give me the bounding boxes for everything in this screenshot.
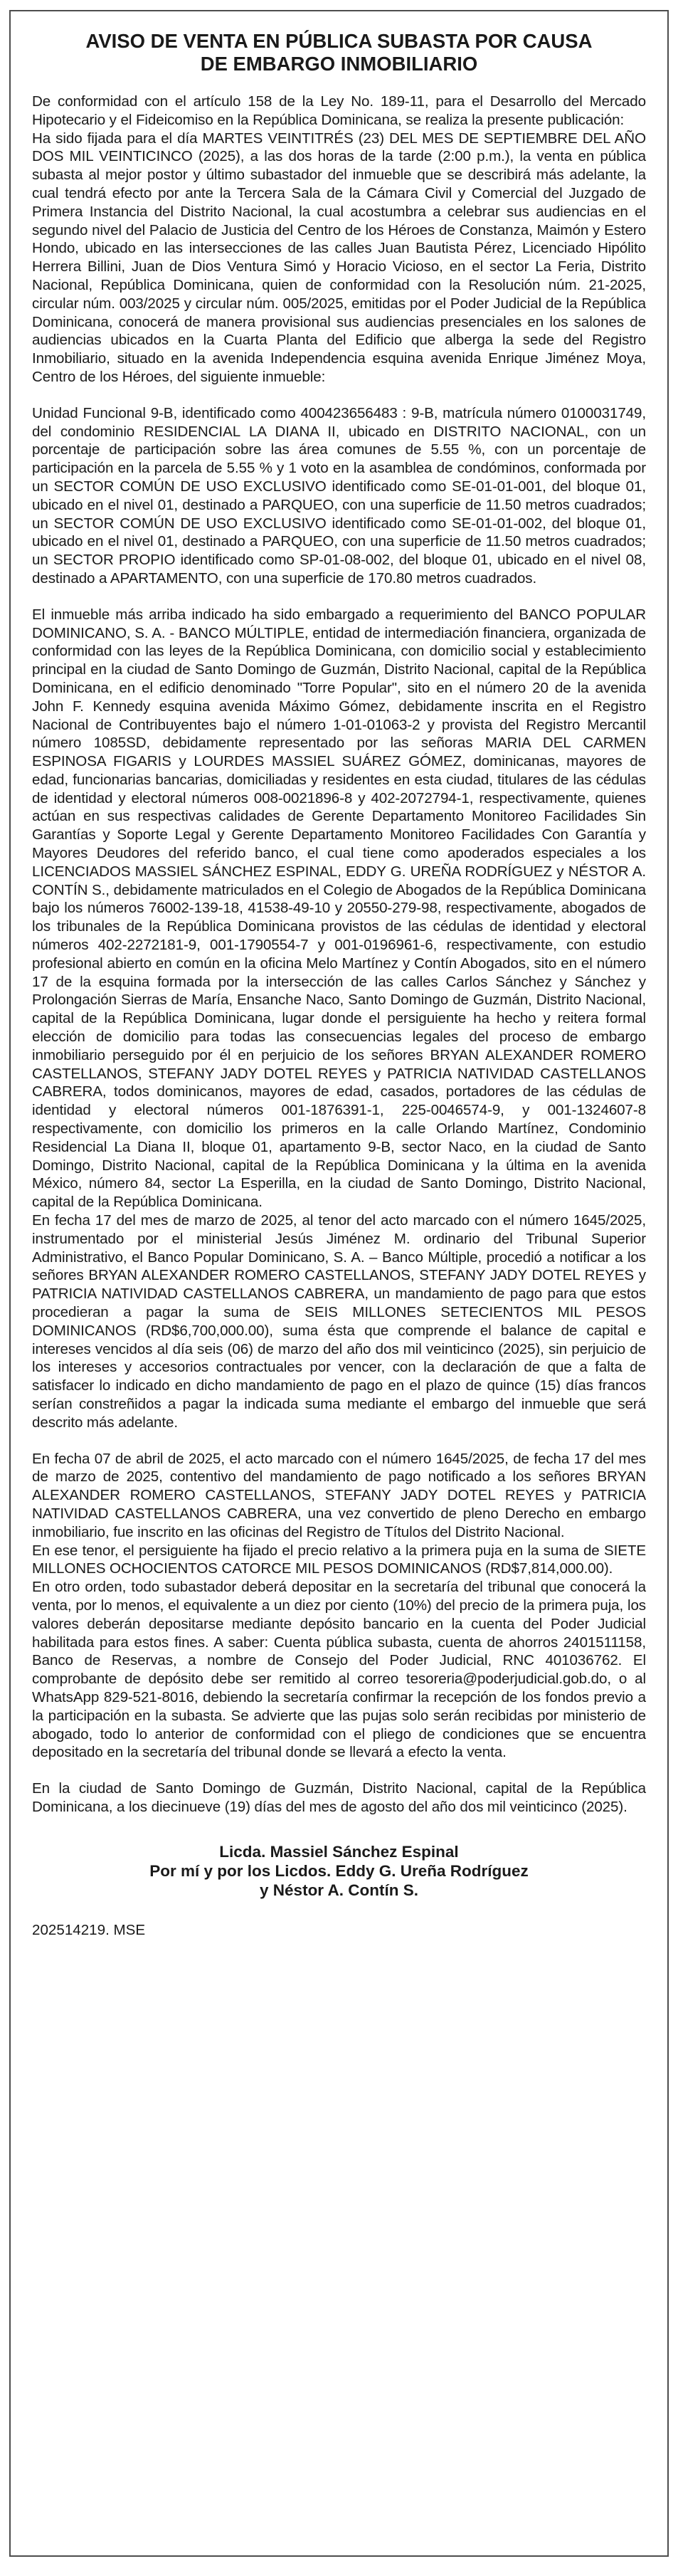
place-date-paragraph: En la ciudad de Santo Domingo de Guzmán, Distrito Nacional, capital de la República Dominicana, a los diecinueve (19) días del mes de agosto del año dos mil veinticinco (2025). <box>32 1780 646 1815</box>
first-bid-price-paragraph: En ese tenor, el persiguiente ha fijado el precio relativo a la primera puja en la suma de SIETE MILLONES OCHOCIENTOS CATORCE MIL PESOS DOMINICANOS (RD$7,814,000.00). <box>32 1542 646 1577</box>
seizing-party-paragraph: El inmueble más arriba indicado ha sido embargado a requerimiento del BANCO POPULAR DOMINICANO, S. A. - BANCO MÚLTIPLE, entidad de intermediación financiera, organizada de conformidad con las leyes de la República Dominicana, con domicilio social y establecimiento principal en la ciudad de Santo Domingo de Guzmán, Distrito Nacional, capital de la República Dominicana, en el edificio denominado "Torre Popular", sito en el número 20 de la avenida John F. Kennedy esquina avenida Máximo Gómez, debidamente inscrita en el Registro Nacional de Contribuyentes bajo el número 1-01-01063-2 y provista del Registro Mercantil número 1085SD, debidamente representado por las señoras MARIA DEL CARMEN ESPINOSA FIGARIS y LOURDES MASSIEL SUÁREZ GÓMEZ, dominicanas, mayores de edad, funcionarias bancarias, domiciliadas y residentes en esta ciudad, titulares de las cédulas de identidad y electoral números 008-0021896-8 y 402-2072794-1, respectivamente, quienes actúan en sus respectivas calidades de Gerente Departamento Monitoreo Facilidades Sin Garantías y Soporte Legal y Gerente Departamento Monitoreo Facilidades Con Garantía y Mayores Deudores del referido banco, el cual tiene como apoderados especiales a los LICENCIADOS MASSIEL SÁNCHEZ ESPINAL, EDDY G. UREÑA RODRÍGUEZ y NÉSTOR A. CONTÍN S., debidamente matriculados en el Colegio de Abogados de la República Dominicana bajo los números 76002-139-18, 41538-49-10 y 20550-279-98, respectivamente, abogados de los tribunales de la República Dominicana provistos de las cédulas de identidad y electoral números 402-2272181-9, 001-1790554-7 y 001-0196961-6, respectivamente, con estudio profesional abierto en común en la oficina Melo Martínez y Contín Abogados, sito en el número 17 de la esquina formada por la intersección de las calles Carlos Sánchez y Sánchez y Prolongación Sierras de María, Ensanche Naco, Santo Domingo de Guzmán, Distrito Nacional, capital de la República Dominicana, lugar donde el persiguiente ha hecho y reitera formal elección de domicilio para todas las consecuencias legales del proceso de embargo inmobiliario perseguido por él en perjuicio de los señores BRYAN ALEXANDER ROMERO CASTELLANOS, STEFANY JADY DOTEL REYES y PATRICIA NATIVIDAD CASTELLANOS CABRERA, todos dominicanos, mayores de edad, casados, portadores de las cédulas de identidad y electoral números 001-1876391-1, 225-0046574-9, y 001-1324607-8 respectivamente, con domicilio los primeros en la calle Orlando Martínez, Condominio Residencial La Diana II, bloque 01, apartamento 9-B, sector Naco, en la ciudad de Santo Domingo, Distrito Nacional, capital de la República Dominicana y la última en la avenida México, número 84, sector La Esperilla, en la ciudad de Santo Domingo, Distrito Nacional, capital de la República Dominicana. <box>32 606 646 1211</box>
intro-paragraph: De conformidad con el artículo 158 de la Ley No. 189-11, para el Desarrollo del Mercado Hipotecario y el Fideicomiso en la República Dominicana, se realiza la presente publicación: <box>32 93 646 128</box>
payment-order-paragraph: En fecha 17 del mes de marzo de 2025, al tenor del acto marcado con el número 1645/2025, instrumentado por el ministerial Jesús Jiménez M. ordinario del Tribunal Superior Administrativo, el Banco Popular Dominicano, S. A. – Banco Múltiple, procedió a notificar a los señores BRYAN ALEXANDER ROMERO CASTELLANOS, STEFANY JADY DOTEL REYES y PATRICIA NATIVIDAD CASTELLANOS CABRERA, un mandamiento de pago para que estos procedieran a pagar la suma de SEIS MILLONES SETECIENTOS MIL PESOS DOMINICANOS (RD$6,700,000.00), suma ésta que comprende el balance de capital e intereses vencidos al día seis (06) de marzo del año dos mil veinticinco (2025), sin perjuicio de los intereses y accesorios contractuales por vencer, con la declaración de que a falta de satisfacer lo indicado en dicho mandamiento de pago en el plazo de quince (15) días francos serían constreñidos a pagar la indicada suma mediante el embargo del inmueble que será descrito más adelante. <box>32 1212 646 1431</box>
notice-title: AVISO DE VENTA EN PÚBLICA SUBASTA POR CAUSA DE EMBARGO INMOBILIARIO <box>85 30 593 75</box>
legal-notice <box>9 10 669 2557</box>
signature-block: Licda. Massiel Sánchez Espinal Por mí y por los Licdos. Eddy G. Ureña Rodríguez y Néstor A. Contín S. <box>149 1842 529 1899</box>
auction-date-paragraph: Ha sido fijada para el día MARTES VEINTITRÉS (23) DEL MES DE SEPTIEMBRE DEL AÑO DOS MIL VEINTICINCO (2025), a las dos horas de la tarde (2:00 p.m.), la venta en pública subasta al mejor postor y último subastador del inmueble que se describirá más adelante, la cual tendrá efecto por ante la Tercera Sala de la Cámara Civil y Comercial del Juzgado de Primera Instancia del Distrito Nacional, la cual acostumbra a celebrar sus audiencias en el segundo nivel del Palacio de Justicia del Centro de los Héroes de Constanza, Maimón y Estero Hondo, ubicado en las intersecciones de las calles Juan Bautista Pérez, Licenciado Hipólito Herrera Billini, Juan de Dios Ventura Simó y Horacio Vicioso, en el sector La Feria, Distrito Nacional, República Dominicana, quien de conformidad con la Resolución núm. 21-2025, circular núm. 003/2025 y circular núm. 005/2025, emitidas por el Poder Judicial de la República Dominicana, conocerá de manera provisional sus audiencias presenciales en los salones de audiencias ubicados en la Cuarta Planta del Edificio que alberga la sede del Registro Inmobiliario, situado en la avenida Independencia esquina avenida Enrique Jiménez Moya, Centro de los Héroes, del siguiente inmueble: <box>32 130 646 385</box>
property-description-paragraph: Unidad Funcional 9-B, identificado como 400423656483 : 9-B, matrícula número 0100031749, del condominio RESIDENCIAL LA DIANA II, ubicado en DISTRITO NACIONAL, con un porcentaje de participación sobre las área comunes de 5.55 %, con un porcentaje de participación en la parcela de 5.55 % y 1 voto en la asamblea de condóminos, conformada por un SECTOR COMÚN DE USO EXCLUSIVO identificado como SE-01-01-001, del bloque 01, ubicado en el nivel 01, destinado a PARQUEO, con una superficie de 11.50 metros cuadrados; un SECTOR COMÚN DE USO EXCLUSIVO identificado como SE-01-01-002, del bloque 01, ubicado en el nivel 01, destinado a PARQUEO, con una superficie de 11.50 metros cuadrados; un SECTOR PROPIO identificado como SP-01-08-002, del bloque 01, ubicado en el nivel 08, destinado a APARTAMENTO, con una superficie de 170.80 metros cuadrados. <box>32 404 646 587</box>
deposit-requirements-paragraph: En otro orden, todo subastador deberá depositar en la secretaría del tribunal que conocerá la venta, por lo menos, el equivalente a un diez por ciento (10%) del precio de la primera puja, los valores deberán depositarse mediante depósito bancario en la cuenta del Poder Judicial habilitada para estos fines. A saber: Cuenta pública subasta, cuenta de ahorros 2401511158, Banco de Reservas, a nombre de Consejo del Poder Judicial, RNC 401036762. El comprobante de depósito debe ser remitido al correo tesoreria@poderjudicial.gob.do, o al WhatsApp 829-521-8016, debiendo la secretaría confirmar la recepción de los fondos previo a la participación en la subasta. Se advierte que las pujas solo serán recibidas por ministerio de abogado, todo lo anterior de conformidad con el pliego de condiciones que se encuentra depositado en la secretaría del tribunal donde se llevará a efecto la venta. <box>32 1579 646 1761</box>
reference-code: 202514219. MSE <box>32 1921 146 1938</box>
registration-paragraph: En fecha 07 de abril de 2025, el acto marcado con el número 1645/2025, de fecha 17 del mes de marzo de 2025, contentivo del mandamiento de pago notificado a los señores BRYAN ALEXANDER ROMERO CASTELLANOS, STEFANY JADY DOTEL REYES y PATRICIA NATIVIDAD CASTELLANOS CABRERA, una vez convertido de pleno Derecho en embargo inmobiliario, fue inscrito en las oficinas del Registro de Títulos del Distrito Nacional. <box>32 1450 646 1540</box>
